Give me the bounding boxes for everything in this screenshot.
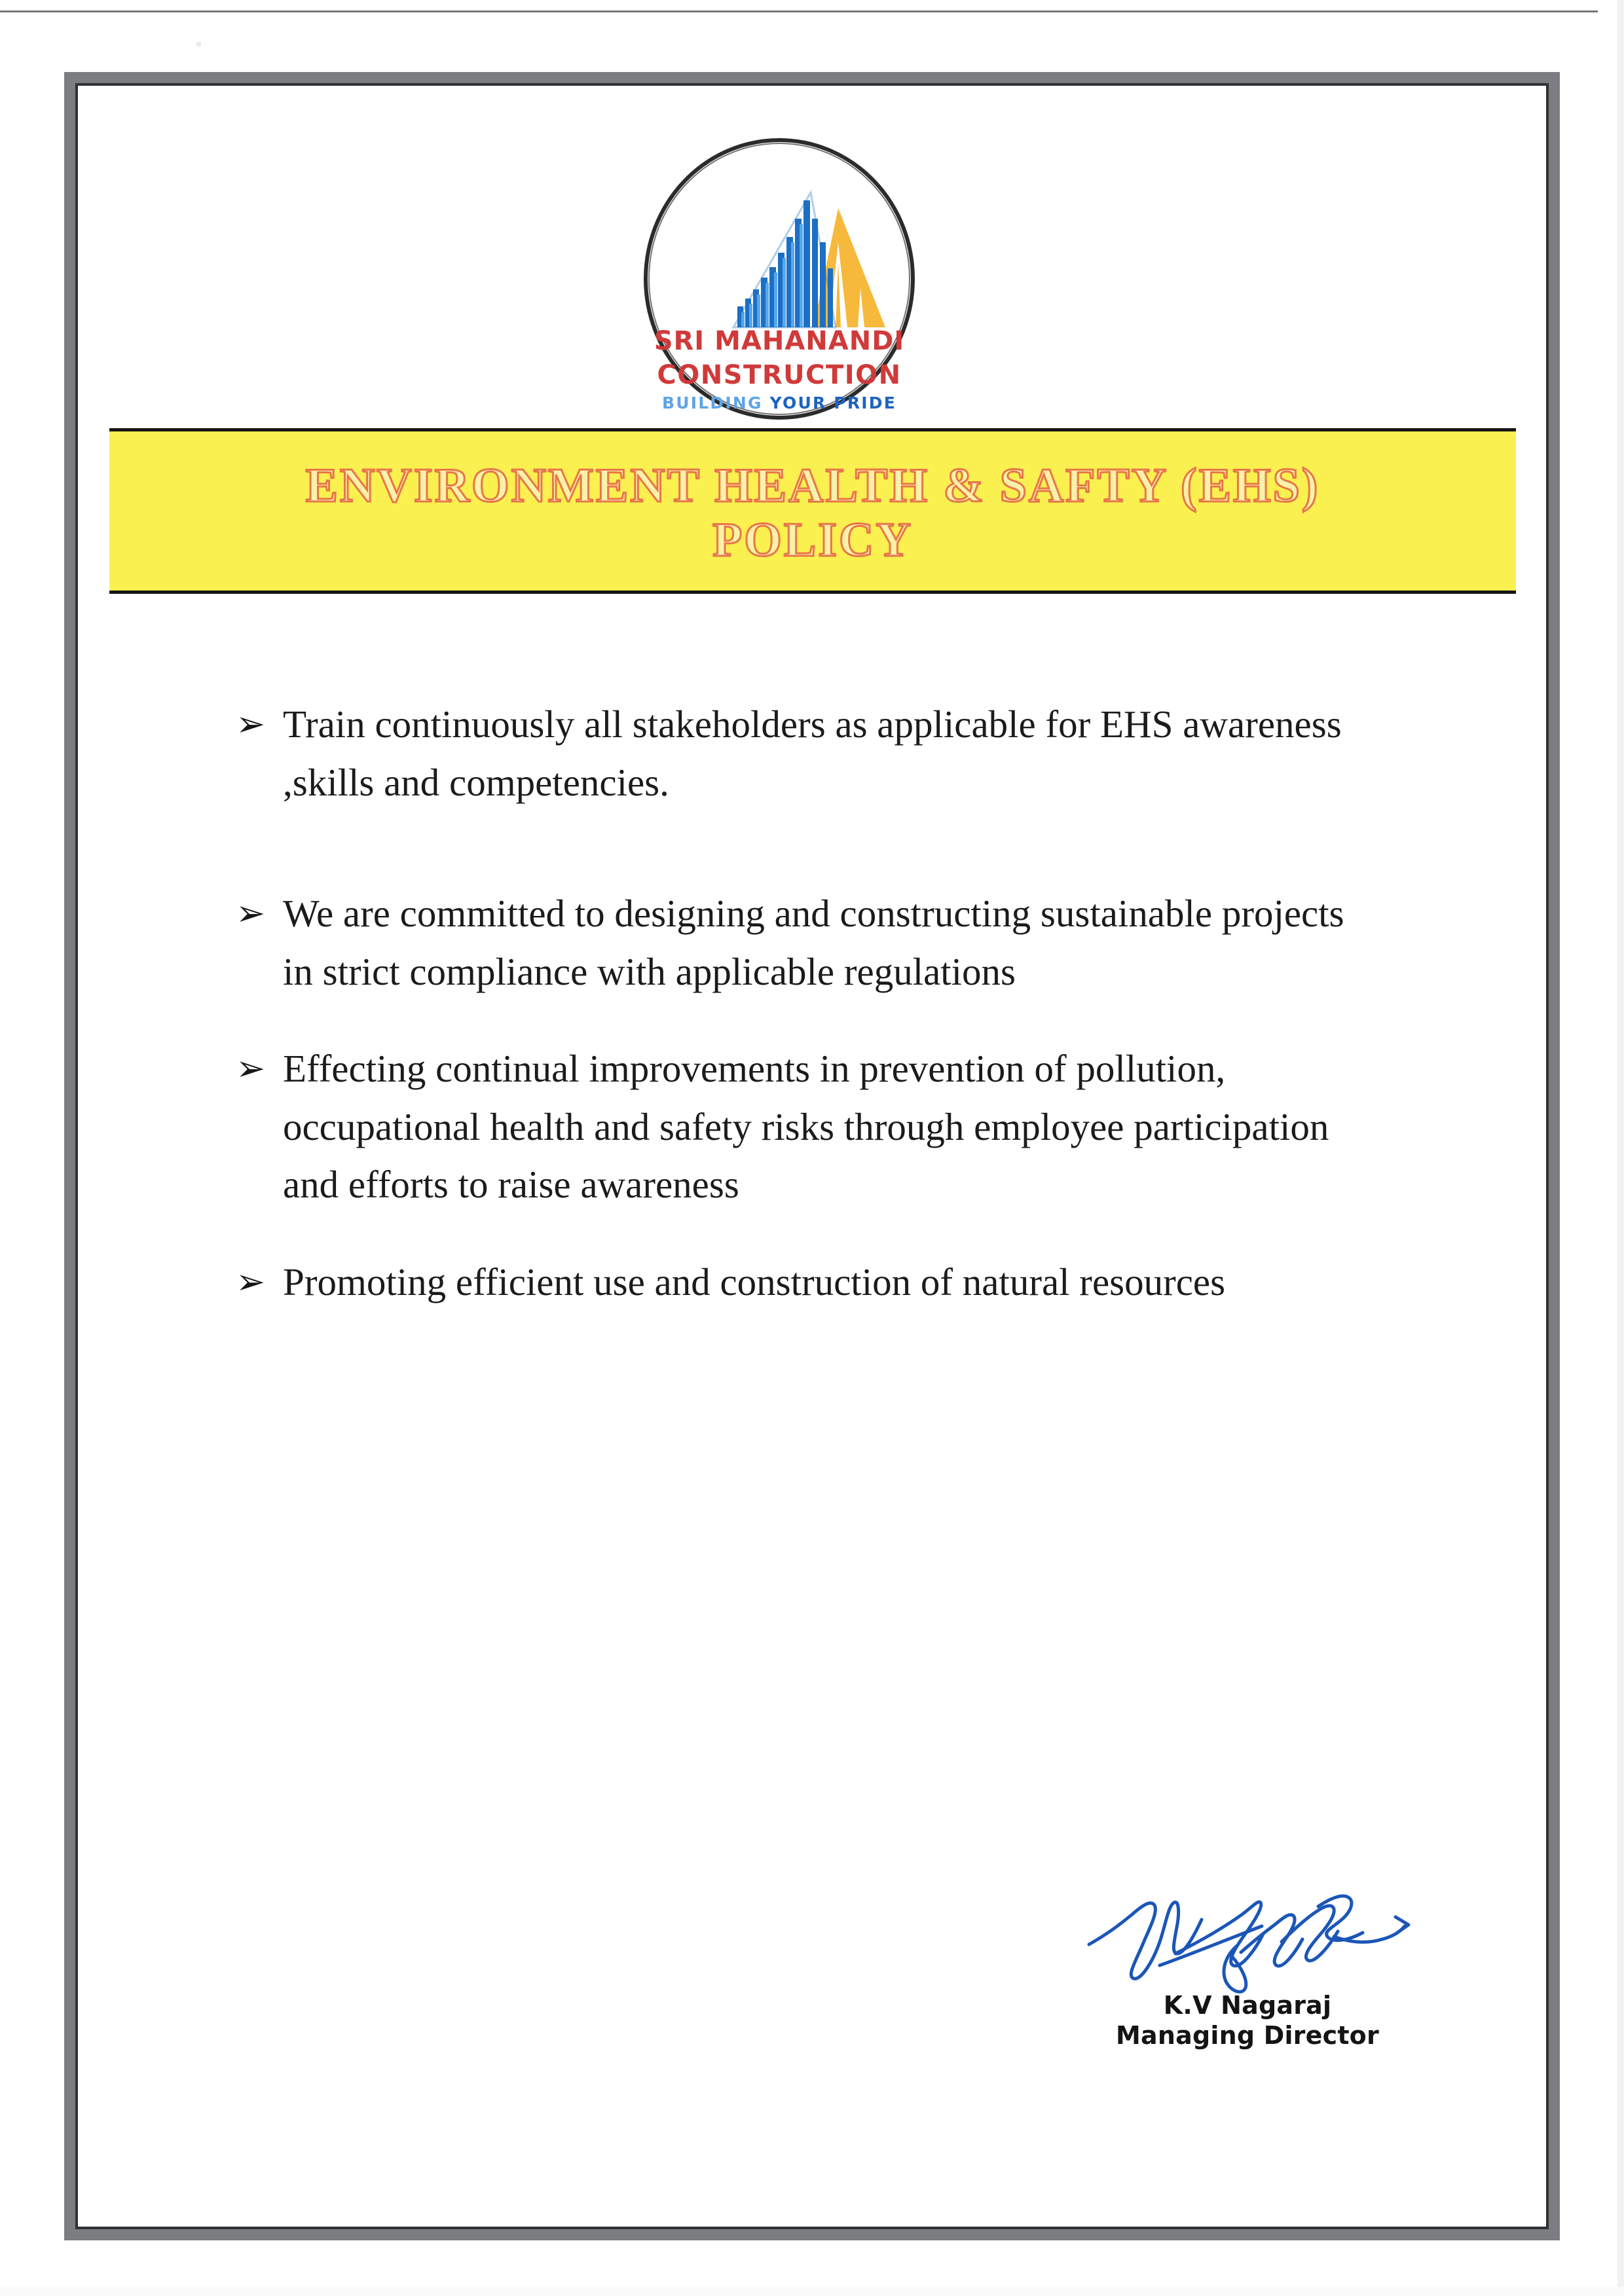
policy-bullet-list: [236, 695, 1375, 1311]
arrow-bullet-icon: ➢: [236, 1260, 266, 1302]
svg-text:SRI MAHANANDI: SRI MAHANANDI: [654, 326, 905, 356]
policy-title-line-2: POLICY: [712, 513, 913, 567]
signatory-title: Managing Director: [1116, 2021, 1379, 2050]
arrow-bullet-icon: ➢: [236, 1048, 266, 1089]
mountain-skyline-logo-icon: [642, 137, 917, 420]
policy-bullet-text: Promoting efficient use and construction of natural resources: [283, 1260, 1226, 1303]
policy-title-line-1: ENVIRONMENT HEALTH & SAFTY (EHS): [305, 458, 1320, 513]
policy-bullet-text: We are committed to designing and constructing sustainable projects in strict compliance with applicable regulations: [283, 892, 1344, 993]
policy-bullet-item: [236, 884, 1375, 1000]
document-border-frame: [64, 72, 1560, 2240]
company-logo: [642, 137, 917, 420]
policy-bullet-item: [236, 1253, 1375, 1311]
signature-block: [1044, 1874, 1450, 2051]
policy-bullet-text: Train continuously all stakeholders as applicable for EHS awareness ,skills and competencies.: [283, 702, 1342, 804]
arrow-bullet-icon: ➢: [236, 703, 266, 744]
svg-text:BUILDING YOUR PRIDE: BUILDING YOUR PRIDE: [661, 393, 897, 412]
policy-bullet-item: [236, 695, 1375, 811]
signatory-name: K.V Nagaraj: [1163, 1991, 1332, 2020]
arrow-bullet-icon: ➢: [236, 892, 266, 934]
svg-text:CONSTRUCTION: CONSTRUCTION: [657, 360, 902, 390]
scan-speckle: [196, 42, 201, 46]
scan-artifact-top-line: [0, 10, 1598, 12]
scan-artifact-right-edge: [1617, 0, 1624, 2296]
scan-artifact-bottom-edge: [0, 2287, 1624, 2296]
policy-bullet-text: Effecting continual improvements in prevention of pollution, occupational health and safety risks through employee participation and efforts to raise awareness: [283, 1047, 1329, 1206]
handwritten-signature-icon: [1077, 1874, 1418, 2005]
policy-title-banner: [109, 428, 1516, 594]
policy-bullet-item: [236, 1040, 1375, 1214]
document-content-area: [75, 83, 1549, 2229]
